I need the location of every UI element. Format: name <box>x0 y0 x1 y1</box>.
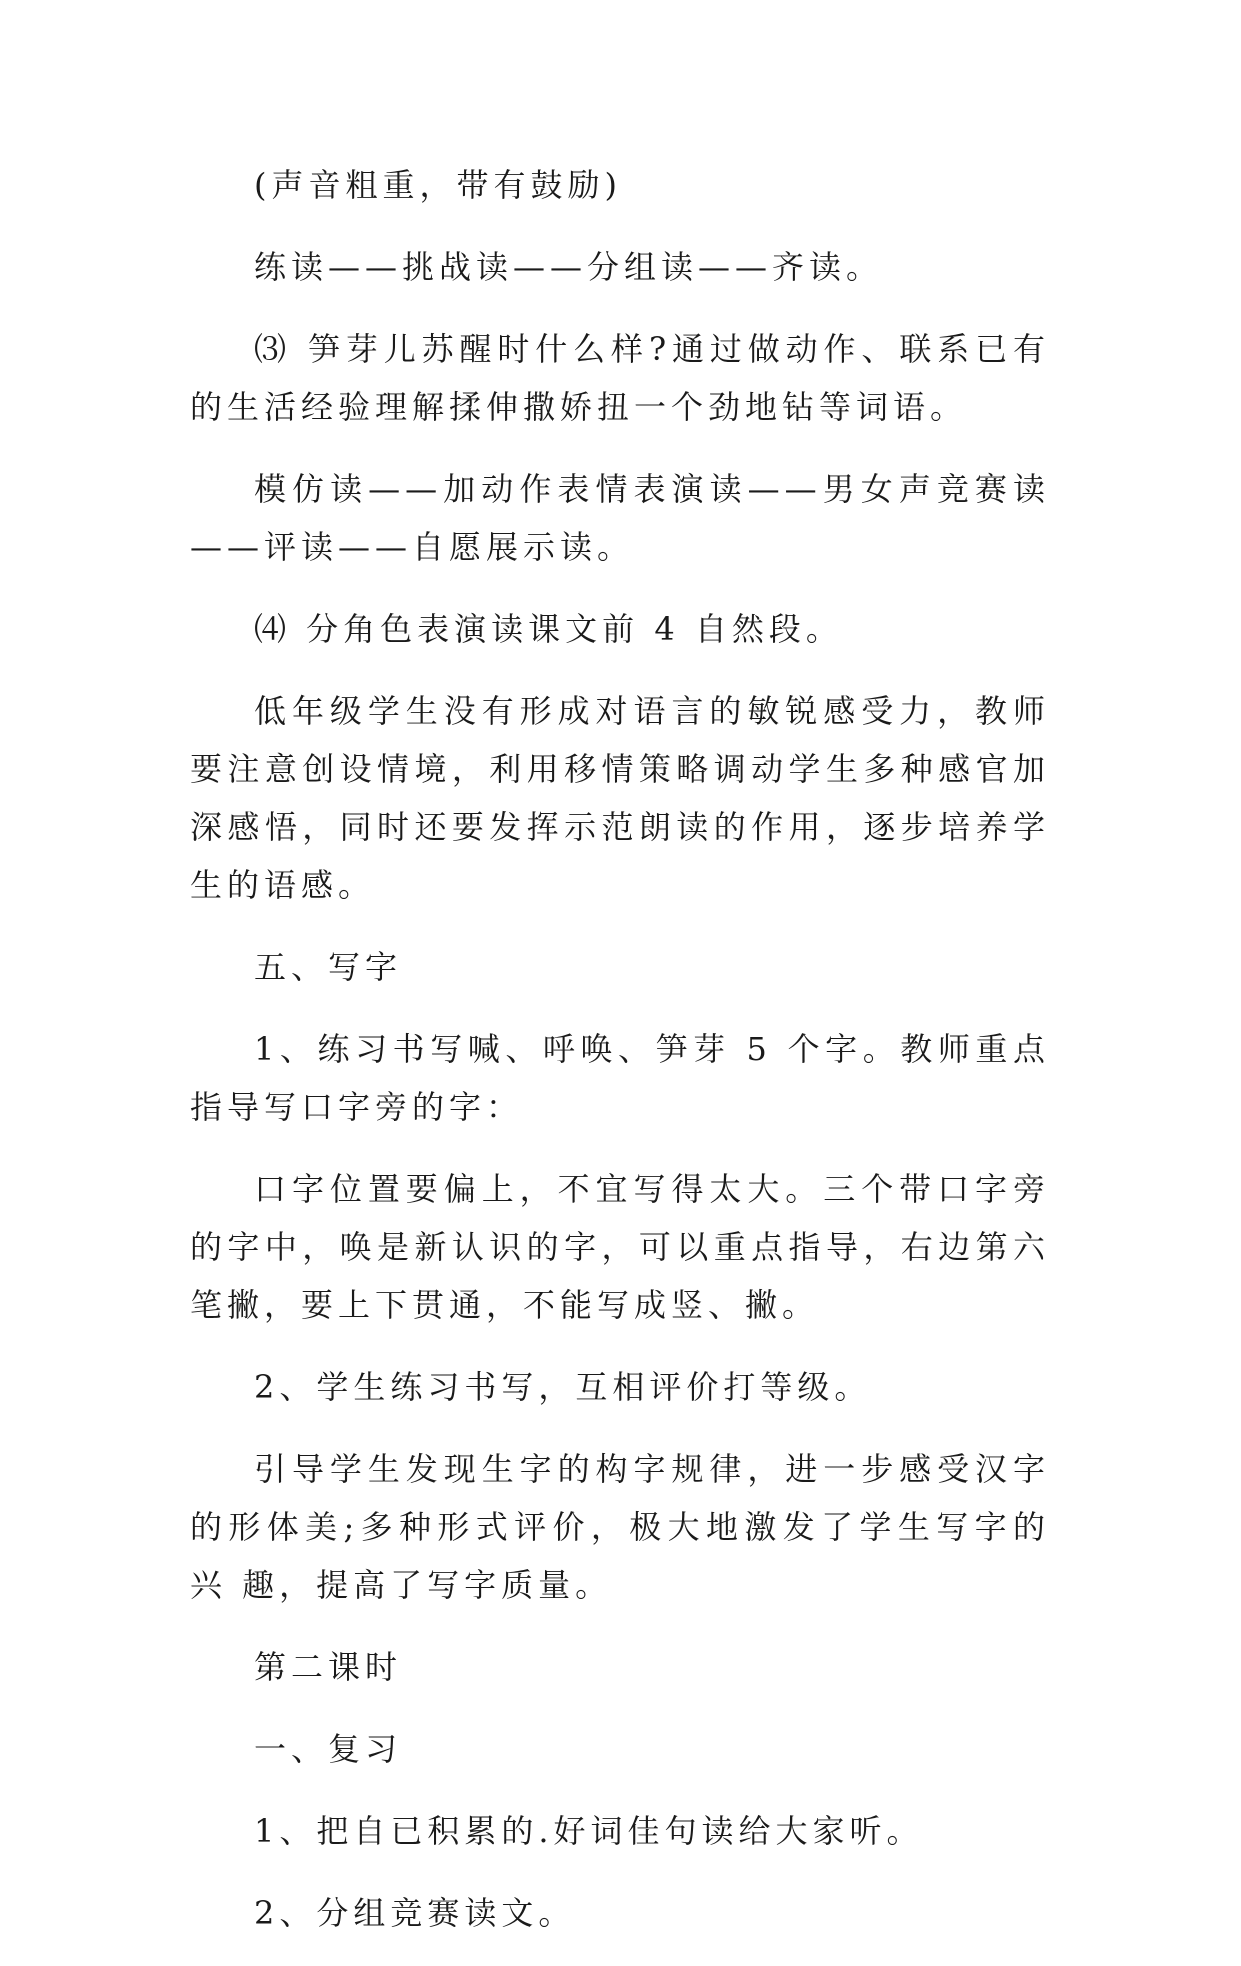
paragraph-9: 口字位置要偏上，不宜写得太大。三个带口字旁的字中，唤是新认识的字，可以重点指导，右边第六笔撇，要上下贯通，不能写成竖、撇。 <box>190 1170 1050 1324</box>
paragraph-4: 模仿读——加动作表情表演读——男女声竞赛读——评读——自愿展示读。 <box>190 470 1050 566</box>
section-heading-writing: 五、写字 <box>254 948 403 986</box>
paragraph-15: 2、分组竞赛读文。 <box>254 1894 576 1932</box>
paragraph-3: ⑶ 笋芽儿苏醒时什么样?通过做动作、联系已有的生活经验理解揉伸撒娇扭一个劲地钻等词语。 <box>190 330 1050 426</box>
paragraph-1: (声音粗重，带有鼓励) <box>254 166 622 204</box>
paragraph-2: 练读——挑战读——分组读——齐读。 <box>254 248 884 286</box>
document-body <box>190 156 1050 1966</box>
paragraph-14: 1、把自已积累的.好词佳句读给大家听。 <box>254 1812 924 1850</box>
paragraph-8: 1、练习书写喊、呼唤、笋芽 5 个字。教师重点指导写口字旁的字： <box>190 1030 1050 1126</box>
paragraph-11: 引导学生发现生字的构字规律，进一步感受汉字的形体美;多种形式评价，极大地激发了学生写字的兴 趣，提高了写字质量。 <box>190 1450 1050 1604</box>
paragraph-10: 2、学生练习书写，互相评价打等级。 <box>254 1368 872 1406</box>
paragraph-6: 低年级学生没有形成对语言的敏锐感受力，教师要注意创设情境，利用移情策略调动学生多种感官加深感悟，同时还要发挥示范朗读的作用，逐步培养学生的语感。 <box>190 692 1050 904</box>
section-heading-review: 一、复习 <box>254 1730 403 1768</box>
paragraph-5: ⑷ 分角色表演读课文前 4 自然段。 <box>254 610 843 648</box>
lesson-heading: 第二课时 <box>254 1648 403 1686</box>
